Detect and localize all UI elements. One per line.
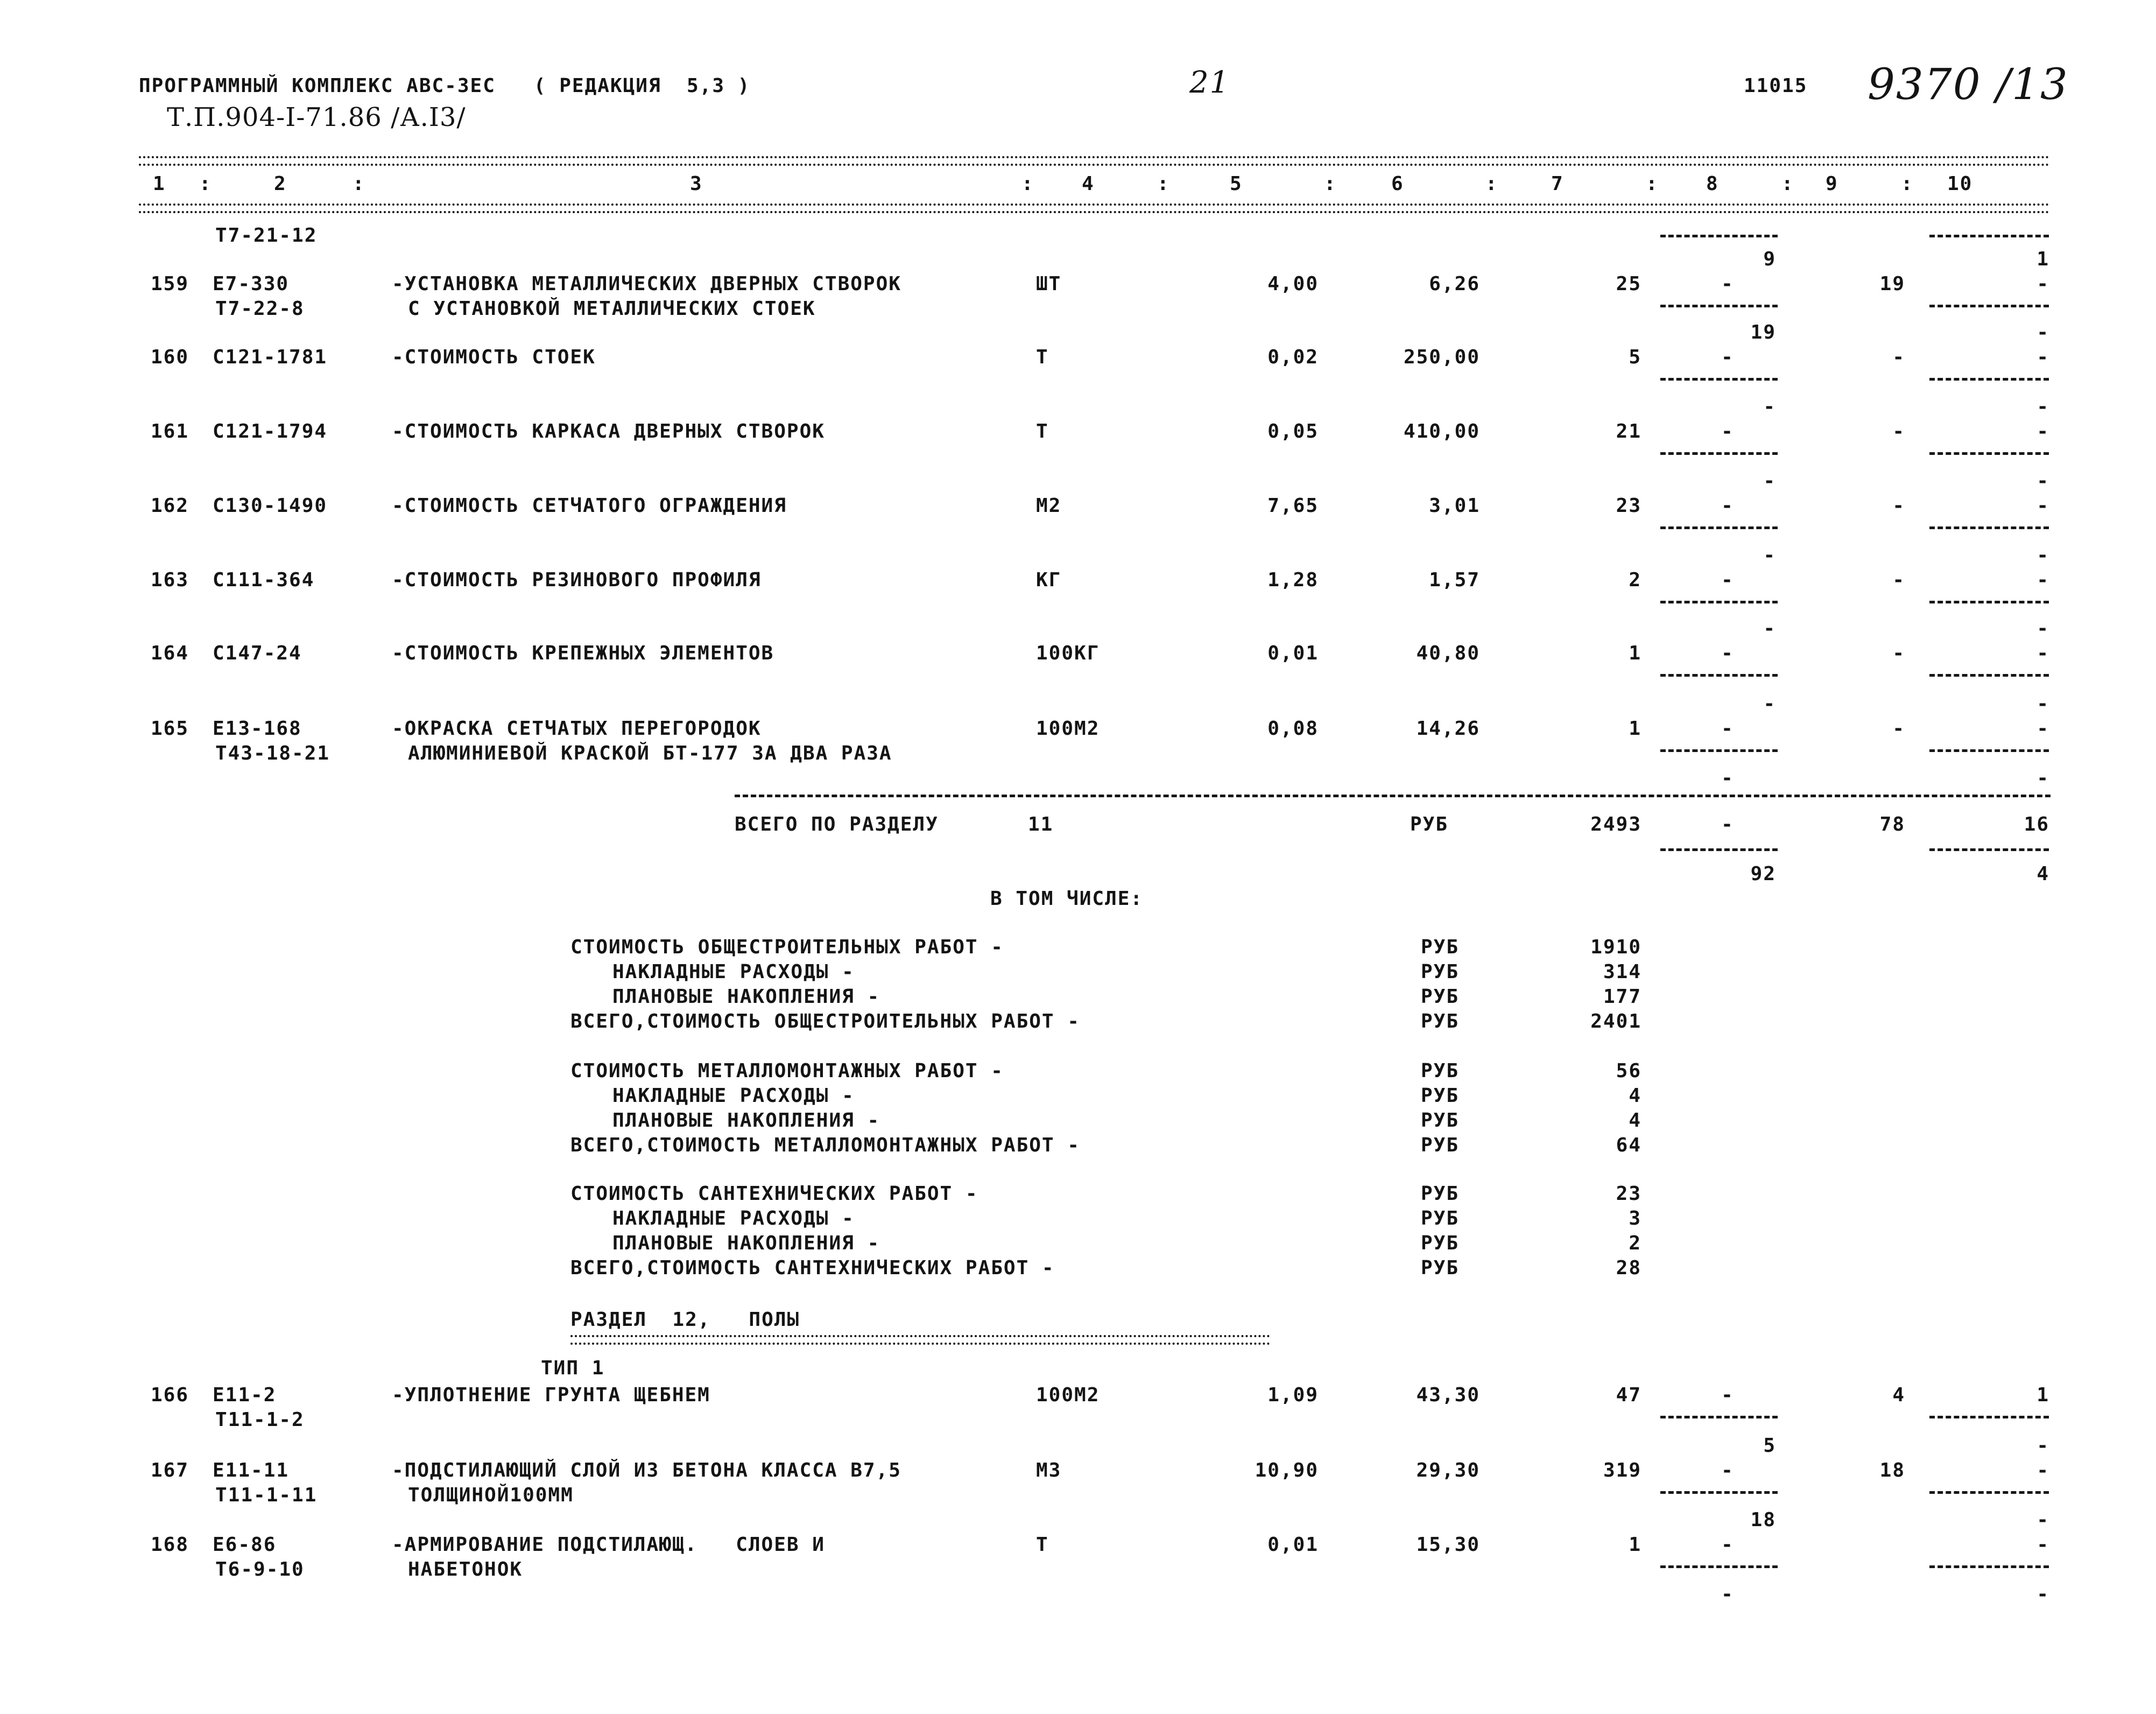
row-col10-top: - [2037,321,2049,343]
row-col10: - [2037,718,2049,740]
row-col8: - [1721,1459,1734,1481]
row-col8: - [1721,420,1734,442]
breakdown-value: 64 [1616,1134,1641,1156]
row-col10-top: - [2037,396,2049,418]
row-unit-price: 1,57 [1429,569,1480,591]
overhead-label: НАКЛАДНЫЕ РАСХОДЫ - [612,961,855,983]
breakdown-value: 177 [1603,986,1641,1008]
row-quantity: 0,08 [1267,718,1319,740]
total-separator [735,795,2051,797]
row-col8-top: - [1763,544,1776,566]
row-col8-top: 9 [1763,248,1776,270]
row-description-continued: АЛЮМИНИЕВОЙ КРАСКОЙ БТ-177 ЗА ДВА РАЗА [408,742,892,764]
row-code: С111-364 [213,569,315,591]
row-col10: - [2037,1459,2049,1481]
col-separator: : [1021,173,1034,195]
row-unit: 100М2 [1036,718,1100,740]
col-4: 4 [1082,173,1095,195]
row-col10: - [2037,420,2049,442]
breakdown-unit: РУБ [1421,1232,1460,1254]
row-quantity: 10,90 [1255,1459,1319,1481]
row-description: -СТОИМОСТЬ КАРКАСА ДВЕРНЫХ СТВОРОК [392,420,825,442]
row-col10: - [2037,495,2049,517]
row-code-secondary: Т7-22-8 [215,298,305,320]
overhead-label: НАКЛАДНЫЕ РАСХОДЫ - [612,1207,855,1230]
row-unit-price: 29,30 [1416,1459,1480,1481]
row-total: 319 [1603,1459,1641,1481]
project-code: Т.П.904-I-71.86 /А.I3/ [167,102,466,132]
row-description: -ПОДСТИЛАЮЩИЙ СЛОЙ ИЗ БЕТОНА КЛАССА В7,5 [392,1459,901,1481]
col-separator: : [1901,173,1914,195]
row-number: 165 [151,718,189,740]
row-col8-top: - [1763,470,1776,492]
section-total-col10-bottom: 4 [2037,863,2049,885]
breakdown-total-label: ВСЕГО,СТОИМОСТЬ САНТЕХНИЧЕСКИХ РАБОТ - [570,1257,1055,1279]
including-label: В ТОМ ЧИСЛЕ: [990,888,1144,910]
row-col10-top: 1 [2037,248,2049,270]
col-6: 6 [1391,173,1404,195]
breakdown-title: СТОИМОСТЬ САНТЕХНИЧЕСКИХ РАБОТ - [570,1183,978,1205]
breakdown-unit: РУБ [1421,1257,1460,1279]
row-total: 25 [1616,273,1641,295]
col-separator: : [1485,173,1498,195]
col-separator: : [353,173,365,195]
row-code: С147-24 [213,642,302,664]
row-code: Е7-330 [213,273,290,295]
section-total-count: 11 [1028,813,1054,835]
breakdown-value: 314 [1603,961,1641,983]
col-2: 2 [274,173,287,195]
program-title: ПРОГРАММНЫЙ КОМПЛЕКС АВС-3ЕС ( РЕДАКЦИЯ 5,3 ) [139,75,751,97]
row-description: -УСТАНОВКА МЕТАЛЛИЧЕСКИХ ДВЕРНЫХ СТВОРОК [392,273,901,295]
row-col8-top: - [1763,396,1776,418]
row-col9: 4 [1892,1384,1905,1406]
fraction-line [1660,601,1778,603]
breakdown-unit: РУБ [1421,1134,1460,1156]
row-description: -СТОИМОСТЬ СЕТЧАТОГО ОГРАЖДЕНИЯ [392,495,787,517]
breakdown-title: СТОИМОСТЬ ОБЩЕСТРОИТЕЛЬНЫХ РАБОТ - [570,936,1004,958]
fraction-line [1660,235,1778,237]
breakdown-unit: РУБ [1421,1183,1460,1205]
row-description-continued: С УСТАНОВКОЙ МЕТАЛЛИЧЕСКИХ СТОЕК [408,298,816,320]
fraction-line [1660,749,1778,752]
row-code-secondary: Т11-1-2 [215,1409,305,1431]
row-unit: 100М2 [1036,1384,1100,1406]
row-col9: - [1892,420,1905,442]
section-total-col10: 16 [2024,813,2049,835]
fraction-line [1660,1565,1778,1568]
row-description: -ОКРАСКА СЕТЧАТЫХ ПЕРЕГОРОДОК [392,718,762,740]
row-total: 23 [1616,495,1641,517]
row-unit: ШТ [1036,273,1062,295]
fraction-line [1929,378,2049,381]
breakdown-unit: РУБ [1421,1109,1460,1132]
savings-label: ПЛАНОВЫЕ НАКОПЛЕНИЯ - [612,1232,880,1254]
fraction-line [1929,235,2049,237]
breakdown-title: СТОИМОСТЬ МЕТАЛЛОМОНТАЖНЫХ РАБОТ - [570,1060,1004,1082]
fraction-line [1929,452,2049,455]
row-code: С130-1490 [213,495,328,517]
row-total: 47 [1616,1384,1641,1406]
row-col8-top: 5 [1763,1435,1776,1457]
document-code: 11015 [1744,75,1808,97]
breakdown-value: 4 [1629,1109,1641,1132]
row-col10: - [2037,642,2049,664]
row-col10: - [2037,346,2049,368]
section-total-sum: 2493 [1590,813,1641,835]
row-code: С121-1794 [213,420,328,442]
breakdown-value: 2 [1629,1232,1641,1254]
row-number: 166 [151,1384,189,1406]
fraction-line [1929,601,2049,603]
row-description: -УПЛОТНЕНИЕ ГРУНТА ЩЕБНЕМ [392,1384,710,1406]
row-col8: - [1721,346,1734,368]
row-col10-top: - [2037,617,2049,640]
row-quantity: 1,28 [1267,569,1319,591]
row-col8: - [1721,1384,1734,1406]
breakdown-total-label: ВСЕГО,СТОИМОСТЬ ОБЩЕСТРОИТЕЛЬНЫХ РАБОТ - [570,1010,1080,1032]
breakdown-unit: РУБ [1421,1207,1460,1230]
overhead-label: НАКЛАДНЫЕ РАСХОДЫ - [612,1085,855,1107]
savings-label: ПЛАНОВЫЕ НАКОПЛЕНИЯ - [612,1109,880,1132]
breakdown-value: 4 [1629,1085,1641,1107]
section-title: РАЗДЕЛ 12, ПОЛЫ [570,1309,800,1331]
breakdown-total-label: ВСЕГО,СТОИМОСТЬ МЕТАЛЛОМОНТАЖНЫХ РАБОТ - [570,1134,1080,1156]
row-unit: М2 [1036,495,1062,517]
col-1: 1 [153,173,166,195]
row-col8-top: - [1763,617,1776,640]
row-col10-top: - [2037,1435,2049,1457]
row-col10: - [2037,1534,2049,1556]
breakdown-unit: РУБ [1421,1085,1460,1107]
col-8: 8 [1706,173,1719,195]
row-code: Е6-86 [213,1534,277,1556]
row-unit-price: 14,26 [1416,718,1480,740]
breakdown-unit: РУБ [1421,961,1460,983]
row-col8-bottom: - [1721,767,1734,789]
savings-label: ПЛАНОВЫЕ НАКОПЛЕНИЯ - [612,986,880,1008]
row-number: 161 [151,420,189,442]
row-col8-top: 18 [1750,1509,1776,1531]
fraction-line [1929,1565,2049,1568]
row-quantity: 0,01 [1267,642,1319,664]
row-total: 1 [1629,642,1641,664]
row-unit-price: 6,26 [1429,273,1480,295]
section-total-label: ВСЕГО ПО РАЗДЕЛУ [735,813,939,835]
row-unit-price: 40,80 [1416,642,1480,664]
row-code: Е13-168 [213,718,302,740]
breakdown-value: 56 [1616,1060,1641,1082]
row-code-secondary: Т43-18-21 [215,742,330,764]
row-col8-bottom: - [1721,1583,1734,1605]
row-number: 168 [151,1534,189,1556]
row-quantity: 0,01 [1267,1534,1319,1556]
row-unit: Т [1036,1534,1049,1556]
row-unit-price: 15,30 [1416,1534,1480,1556]
row-col10-top: - [2037,470,2049,492]
fraction-line [1660,526,1778,529]
row-quantity: 0,02 [1267,346,1319,368]
breakdown-value: 23 [1616,1183,1641,1205]
section-subtitle: ТИП 1 [541,1357,605,1379]
fraction-line [1660,848,1778,851]
col-separator: : [1157,173,1170,195]
archive-number: 9370 /13 [1868,59,2069,109]
row-code: Е11-11 [213,1459,290,1481]
row-unit: Т [1036,346,1049,368]
row-number: 164 [151,642,189,664]
section-underline [570,1335,1270,1345]
fraction-line [1929,1491,2049,1494]
row-col10: 1 [2037,1384,2049,1406]
page-number: 21 [1189,65,1230,100]
col-7: 7 [1551,173,1564,195]
row-description: -СТОИМОСТЬ КРЕПЕЖНЫХ ЭЛЕМЕНТОВ [392,642,774,664]
fraction-line [1660,1416,1778,1418]
row-quantity: 7,65 [1267,495,1319,517]
row-col10-bottom: - [2037,767,2049,789]
row-number: 159 [151,273,189,295]
col-9: 9 [1826,173,1838,195]
row-total: 1 [1629,1534,1641,1556]
row-code: Е11-2 [213,1384,277,1406]
row-col8: - [1721,642,1734,664]
row-col10-top: - [2037,544,2049,566]
row-unit: М3 [1036,1459,1062,1481]
row-description: -АРМИРОВАНИЕ ПОДСТИЛАЮЩ. СЛОЕВ И [392,1534,825,1556]
col-3: 3 [690,173,703,195]
breakdown-unit: РУБ [1421,1010,1460,1032]
row-number: 162 [151,495,189,517]
row-quantity: 1,09 [1267,1384,1319,1406]
row-col10: - [2037,273,2049,295]
row-col10-top: - [2037,693,2049,715]
row-col9: 19 [1879,273,1905,295]
row-number: 163 [151,569,189,591]
breakdown-unit: РУБ [1421,986,1460,1008]
row-col8: - [1721,495,1734,517]
breakdown-value: 1910 [1590,936,1641,958]
row-description-continued: НАБЕТОНОК [408,1558,523,1580]
fraction-line [1929,674,2049,677]
breakdown-unit: РУБ [1421,1060,1460,1082]
row-unit: КГ [1036,569,1062,591]
fraction-line [1929,749,2049,752]
row-unit-price: 410,00 [1403,420,1480,442]
row-quantity: 0,05 [1267,420,1319,442]
row-total: 1 [1629,718,1641,740]
fraction-line [1929,526,2049,529]
row-col10: - [2037,569,2049,591]
section-total-col8: - [1721,813,1734,835]
row-unit-price: 43,30 [1416,1384,1480,1406]
breakdown-value: 2401 [1590,1010,1641,1032]
row-total: 2 [1629,569,1641,591]
row-col8: - [1721,569,1734,591]
breakdown-value: 3 [1629,1207,1641,1230]
breakdown-unit: РУБ [1421,936,1460,958]
col-5: 5 [1230,173,1243,195]
col-10: 10 [1947,173,1973,195]
row-col9: - [1892,495,1905,517]
row-number: 160 [151,346,189,368]
row-total: 21 [1616,420,1641,442]
row-col9: 18 [1879,1459,1905,1481]
row-col10-top: - [2037,1509,2049,1531]
row-code-secondary: Т6-9-10 [215,1558,305,1580]
row-unit-price: 3,01 [1429,495,1480,517]
row-col8-top: - [1763,693,1776,715]
row-total: 5 [1629,346,1641,368]
fraction-line [1929,848,2049,851]
row-code: С121-1781 [213,346,328,368]
row-col8-top: 19 [1750,321,1776,343]
fraction-line [1929,1416,2049,1418]
row-description: -СТОИМОСТЬ РЕЗИНОВОГО ПРОФИЛЯ [392,569,762,591]
breakdown-value: 28 [1616,1257,1641,1279]
row-unit-price: 250,00 [1403,346,1480,368]
fraction-line [1660,674,1778,677]
row-col9: - [1892,569,1905,591]
fraction-line [1660,378,1778,381]
header-bottom-border [139,203,2051,213]
fraction-line [1660,452,1778,455]
row-col9: - [1892,346,1905,368]
row-unit: Т [1036,420,1049,442]
col-separator: : [1646,173,1659,195]
row-code-secondary: Т11-1-11 [215,1484,318,1506]
row-col8: - [1721,718,1734,740]
section-total-col8-bottom: 92 [1750,863,1776,885]
row-description-continued: ТОЛЩИНОЙ100ММ [408,1484,574,1506]
row-col9: - [1892,642,1905,664]
col-separator: : [199,173,212,195]
row-description: -СТОИМОСТЬ СТОЕК [392,346,596,368]
top-border [139,156,2051,166]
section-total-col9: 78 [1879,813,1905,835]
row-quantity: 4,00 [1267,273,1319,295]
row-col8: - [1721,1534,1734,1556]
row-col9: - [1892,718,1905,740]
fraction-line [1929,305,2049,307]
row-col8: - [1721,273,1734,295]
fraction-line [1660,305,1778,307]
continued-code: Т7-21-12 [215,224,318,247]
section-total-unit: РУБ [1410,813,1449,835]
row-col10-bottom: - [2037,1583,2049,1605]
col-separator: : [1781,173,1794,195]
fraction-line [1660,1491,1778,1494]
row-unit: 100КГ [1036,642,1100,664]
col-separator: : [1324,173,1337,195]
row-number: 167 [151,1459,189,1481]
